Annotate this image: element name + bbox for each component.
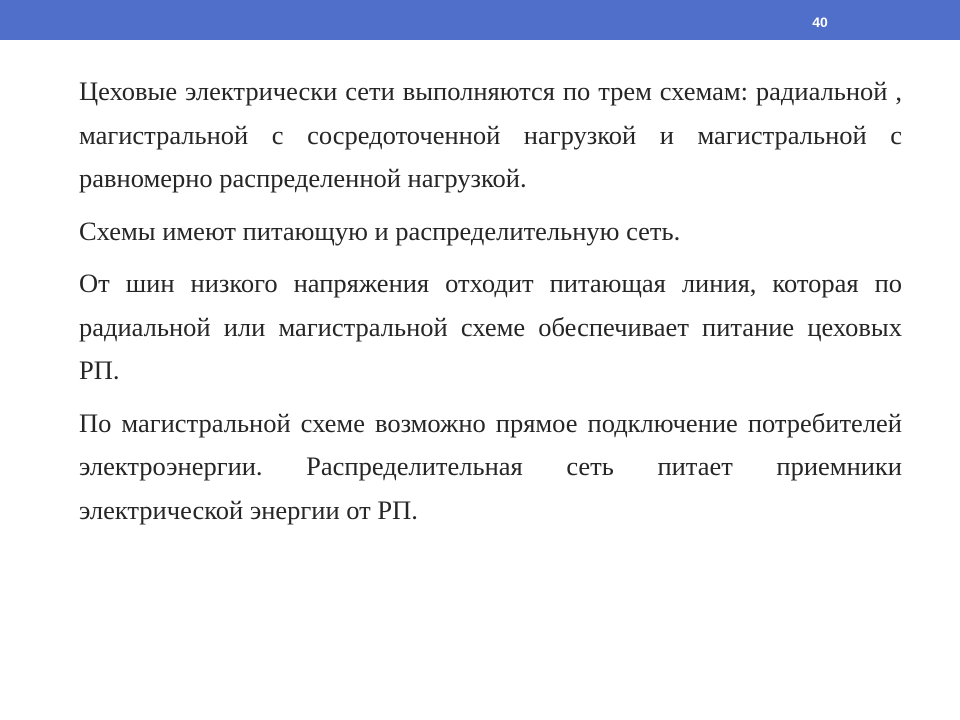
paragraph-network-schemes: Цеховые электрически сети выполняются по трем схемам: радиальной , магистральной с сосредоточенной нагрузкой и магистральной с равномерно распределенной нагрузкой. xyxy=(79,76,902,193)
header-bar xyxy=(0,0,960,40)
paragraph-feeder-line: От шин низкого напряжения отходит питающая линия, которая по радиальной или магистральной схеме обеспечивает питание цеховых РП. xyxy=(79,268,902,385)
paragraph-supply-distribution: Схемы имеют питающую и распределительную сеть. xyxy=(79,215,681,246)
slide-body xyxy=(79,70,902,541)
paragraph-direct-connection: По магистральной схеме возможно прямое подключение потребителей электроэнергии. Распределительная сеть питает приемники электрической энергии от РП. xyxy=(79,407,902,525)
page-number: 40 xyxy=(812,14,828,30)
